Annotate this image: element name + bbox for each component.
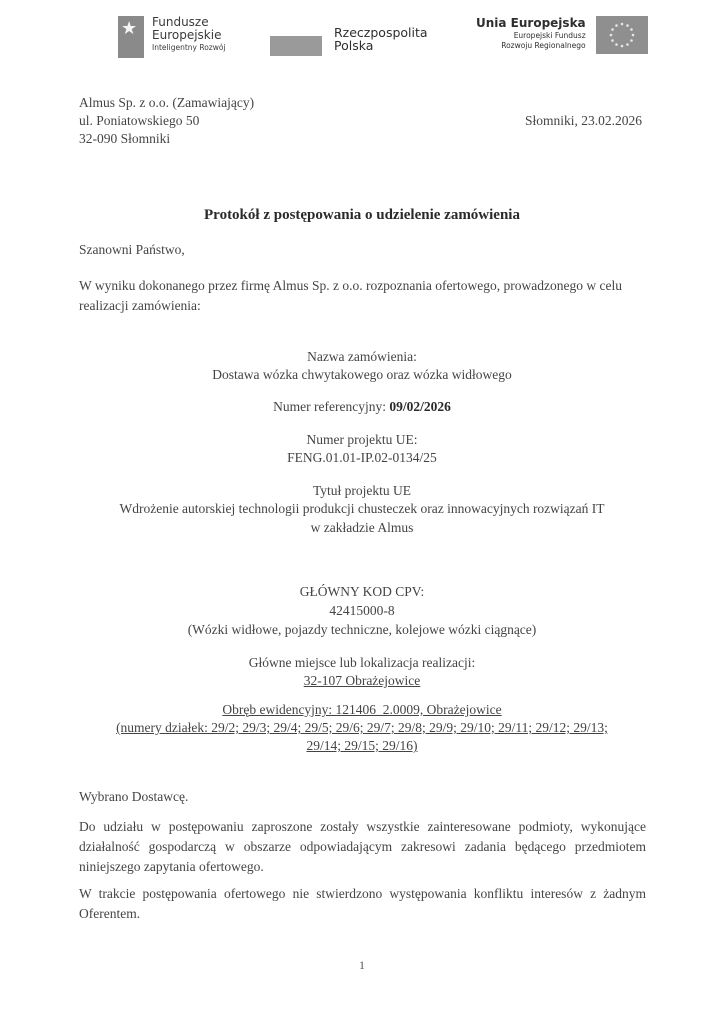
location-label: Główne miejsce lub lokalizacja realizacji: bbox=[248, 655, 476, 670]
order-name-label: Nazwa zamówienia: bbox=[307, 349, 417, 364]
project-title-label: Tytuł projektu UE bbox=[312, 483, 412, 498]
project-number-label: Numer projektu UE: bbox=[306, 432, 418, 447]
parcel-line2: (numery działek: 29/2; 29/3; 29/4; 29/5; 29/6; 29/7; 29/8; 29/9; 29/10; 29/11; 29/12; 29/13; bbox=[116, 720, 608, 735]
paragraph-participants: Do udziału w postępowaniu zaproszone zostały wszystkie zainteresowane podmioty, wykonujące działalność gospodarczą w obszarze odpowiadającym zakresowi zadania będącego przedmiotem niniejszego zapytania ofertowego. bbox=[79, 819, 646, 874]
sender-name: Almus Sp. z o.o. (Zamawiający) bbox=[79, 95, 255, 110]
page-number: 1 bbox=[359, 958, 365, 972]
logo-ue-line3: Rozwoju Regionalnego bbox=[501, 41, 586, 50]
greeting: Szanowni Państwo, bbox=[79, 242, 185, 257]
header-logos bbox=[0, 14, 724, 62]
intro-paragraph: W wyniku dokonanego przez firmę Almus Sp. z o.o. rozpoznania ofertowego, prowadzonego w celu realizacji zamówienia: bbox=[79, 278, 622, 313]
cpv-description: (Wózki widłowe, pojazdy techniczne, kolejowe wózki ciągnące) bbox=[187, 622, 537, 637]
logo-fe-line3: Inteligentny Rozwój bbox=[152, 43, 226, 52]
logo-fe-line2: Europejskie bbox=[152, 28, 222, 42]
paragraph-supplier-selected: Wybrano Dostawcę. bbox=[79, 789, 189, 804]
cpv-code: 42415000-8 bbox=[329, 603, 395, 618]
sender-city: 32-090 Słomniki bbox=[79, 131, 171, 146]
sender-address bbox=[79, 94, 254, 148]
eu-flag-icon bbox=[596, 16, 648, 54]
logo-fundusze-europejskie bbox=[118, 16, 226, 58]
star-flag-icon: ★ bbox=[118, 16, 144, 58]
parcel-line1: Obręb ewidencyjny: 121406_2.0009, Obrażejowice bbox=[222, 702, 502, 717]
logo-fe-line1: Fundusze bbox=[152, 15, 209, 29]
order-name-value: Dostawa wózka chwytakowego oraz wózka widłowego bbox=[212, 367, 512, 382]
place-date: Słomniki, 23.02.2026 bbox=[524, 113, 642, 128]
location-value: 32-107 Obrażejowice bbox=[303, 673, 421, 688]
logo-ue-line2: Europejski Fundusz bbox=[513, 31, 586, 40]
cpv-label: GŁÓWNY KOD CPV: bbox=[299, 584, 425, 599]
reference-number bbox=[0, 399, 724, 415]
parcel-line3: 29/14; 29/15; 29/16) bbox=[306, 738, 418, 753]
reference-value: 09/02/2026 bbox=[389, 399, 451, 414]
logo-rp-line2: Polska bbox=[334, 38, 374, 53]
logo-ue-line1: Unia Europejska bbox=[476, 16, 586, 30]
project-title-line2: w zakładzie Almus bbox=[310, 520, 414, 535]
polish-flag-icon bbox=[270, 36, 322, 56]
logo-unia-europejska bbox=[476, 16, 648, 54]
paragraph-conflict-of-interest: W trakcie postępowania ofertowego nie stwierdzono występowania konfliktu interesów z żadnym Oferentem. bbox=[79, 886, 646, 921]
logo-rzeczpospolita-polska bbox=[270, 22, 428, 56]
sender-street: ul. Poniatowskiego 50 bbox=[79, 113, 200, 128]
logo-rp-line1: Rzeczpospolita bbox=[334, 25, 428, 40]
project-title-line1: Wdrożenie autorskiej technologii produkcji chusteczek oraz innowacyjnych rozwiązań IT bbox=[119, 501, 605, 516]
document-title: Protokół z postępowania o udzielenie zamówienia bbox=[204, 207, 520, 223]
project-number-value: FENG.01.01-IP.02-0134/25 bbox=[287, 450, 437, 465]
reference-label: Numer referencyjny: bbox=[273, 399, 390, 414]
